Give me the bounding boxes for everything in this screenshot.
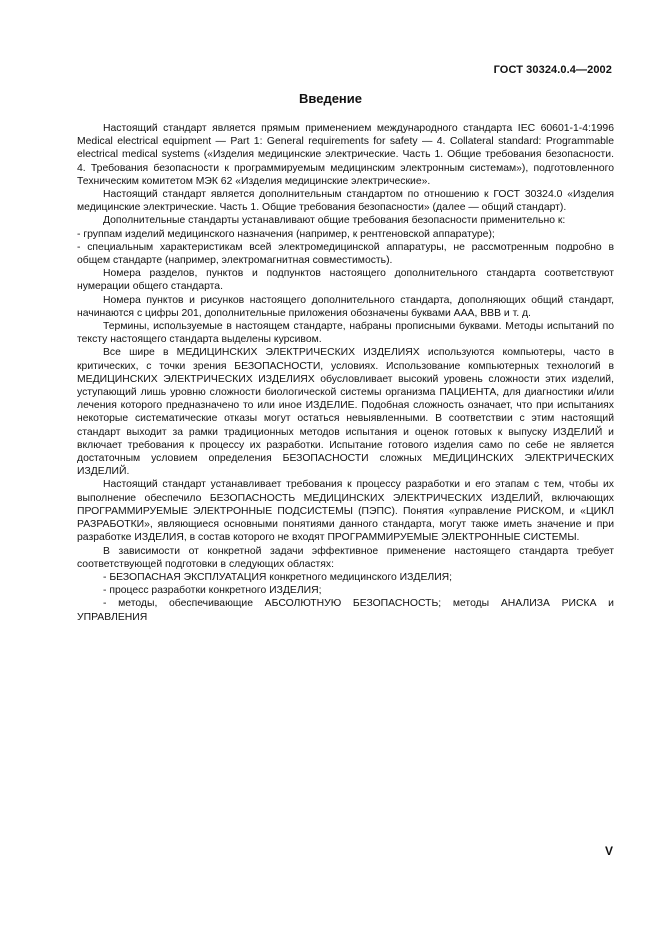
- paragraph-2: Настоящий стандарт является дополнительным стандартом по отношению к ГОСТ 30324.0 «Изделия медицинские электрические. Часть 1. Общие требования безопасности» (далее — общий стандарт).: [77, 189, 614, 214]
- list-item: - специальным характеристикам всей электромедицинской аппаратуры, не рассмотренным подробно в общем стандарте (например, электромагнитная совместимость).: [77, 241, 614, 267]
- paragraph-5: Номера пунктов и рисунков настоящего дополнительного стандарта, дополняющих общий стандарт, начинаются с цифры 201, дополнительные приложения обозначены буквами ААА, ВВВ и т. д.: [77, 294, 614, 319]
- paragraph-4: Номера разделов, пунктов и подпунктов настоящего дополнительного стандарта соответствуют нумерации общего стандарта.: [77, 268, 614, 293]
- paragraph-6: Термины, используемые в настоящем стандарте, набраны прописными буквами. Методы испытаний по тексту настоящего стандарта выделены курсивом.: [77, 321, 614, 346]
- paragraph-9: В зависимости от конкретной задачи эффективное применение настоящего стандарта требует соответствующей подготовки в следующих областях:: [77, 545, 614, 570]
- list-item: - группам изделий медицинского назначения (например, к рентгеновской аппаратуре);: [77, 228, 495, 240]
- list-item: - методы, обеспечивающие АБСОЛЮТНУЮ БЕЗОПАСНОСТЬ; методы АНАЛИЗА РИСКА и УПРАВЛЕНИЯ: [77, 598, 614, 623]
- paragraph-3: Дополнительные стандарты устанавливают общие требования безопасности применительно к:: [103, 215, 566, 227]
- paragraph-7: Все шире в МЕДИЦИНСКИХ ЭЛЕКТРИЧЕСКИХ ИЗДЕЛИЯХ используются компьютеры, часто в критических, с точки зрения БЕЗОПАСНОСТИ, условиях. Использование компьютерных технологий в МЕДИЦИНСКИХ ЭЛЕКТРИЧЕСКИХ ИЗДЕЛИЯХ обусловливает высокий уровень сложности этих изделий, уступающий лишь уровню сложности биологической системы организма ПАЦИЕНТА, для диагностики и/или лечения которого предназначено то или иное ИЗДЕЛИЕ. Подобная сложность означает, что при испытаниях некоторые систематические отказы могут остаться невыявленными. В соответствии с этим настоящий стандарт выходит за рамки традиционных методов испытания и оценок готовых к выпуску ИЗДЕЛИЙ и включает требования к процессу их разработки. Испытание готового изделия само по себе не является достаточным условием определения БЕЗОПАСНОСТИ сложных МЕДИЦИНСКИХ ЭЛЕКТРИЧЕСКИХ ИЗДЕЛИЙ.: [77, 347, 614, 478]
- section-title: Введение: [299, 91, 362, 106]
- list-item: - процесс разработки конкретного ИЗДЕЛИЯ;: [103, 585, 322, 597]
- list-item: - БЕЗОПАСНАЯ ЭКСПЛУАТАЦИЯ конкретного медицинского ИЗДЕЛИЯ;: [103, 571, 453, 583]
- document-code: ГОСТ 30324.0.4—2002: [493, 64, 612, 76]
- paragraph-1: Настоящий стандарт является прямым применением международного стандарта IEC 60601-1-4:1996 Medical electrical equipment — Part 1: General requirements for safety — 4. Collateral standard: Programmable electrical medical systems («Изделия медицинские электрические. Часть 1. Общие требования безопасности. 4. Требования безопасности к программируемым медицинским электронным системам»), подготовленного Техническим комитетом МЭК 62 «Изделия медицинские электрические».: [77, 123, 614, 187]
- paragraph-8: Настоящий стандарт устанавливает требования к процессу разработки и его этапам с тем, чтобы их выполнение обеспечило БЕЗОПАСНОСТЬ МЕДИЦИНСКИХ ЭЛЕКТРИЧЕСКИХ ИЗДЕЛИЙ, включающих ПРОГРАММИРУЕМЫЕ ЭЛЕКТРОННЫЕ ПОДСИСТЕМЫ (ПЭПС). Понятия «управление РИСКОМ, и «ЦИКЛ РАЗРАБОТКИ», являющиеся основными понятиями данного стандарта, могут также иметь значение и при разработке ИЗДЕЛИЯ, в состав которого не входят ПРОГРАММИРУЕМЫЕ ЭЛЕКТРОННЫЕ СИСТЕМЫ.: [77, 479, 614, 544]
- page-number: V: [604, 844, 613, 858]
- body-text: [77, 122, 614, 624]
